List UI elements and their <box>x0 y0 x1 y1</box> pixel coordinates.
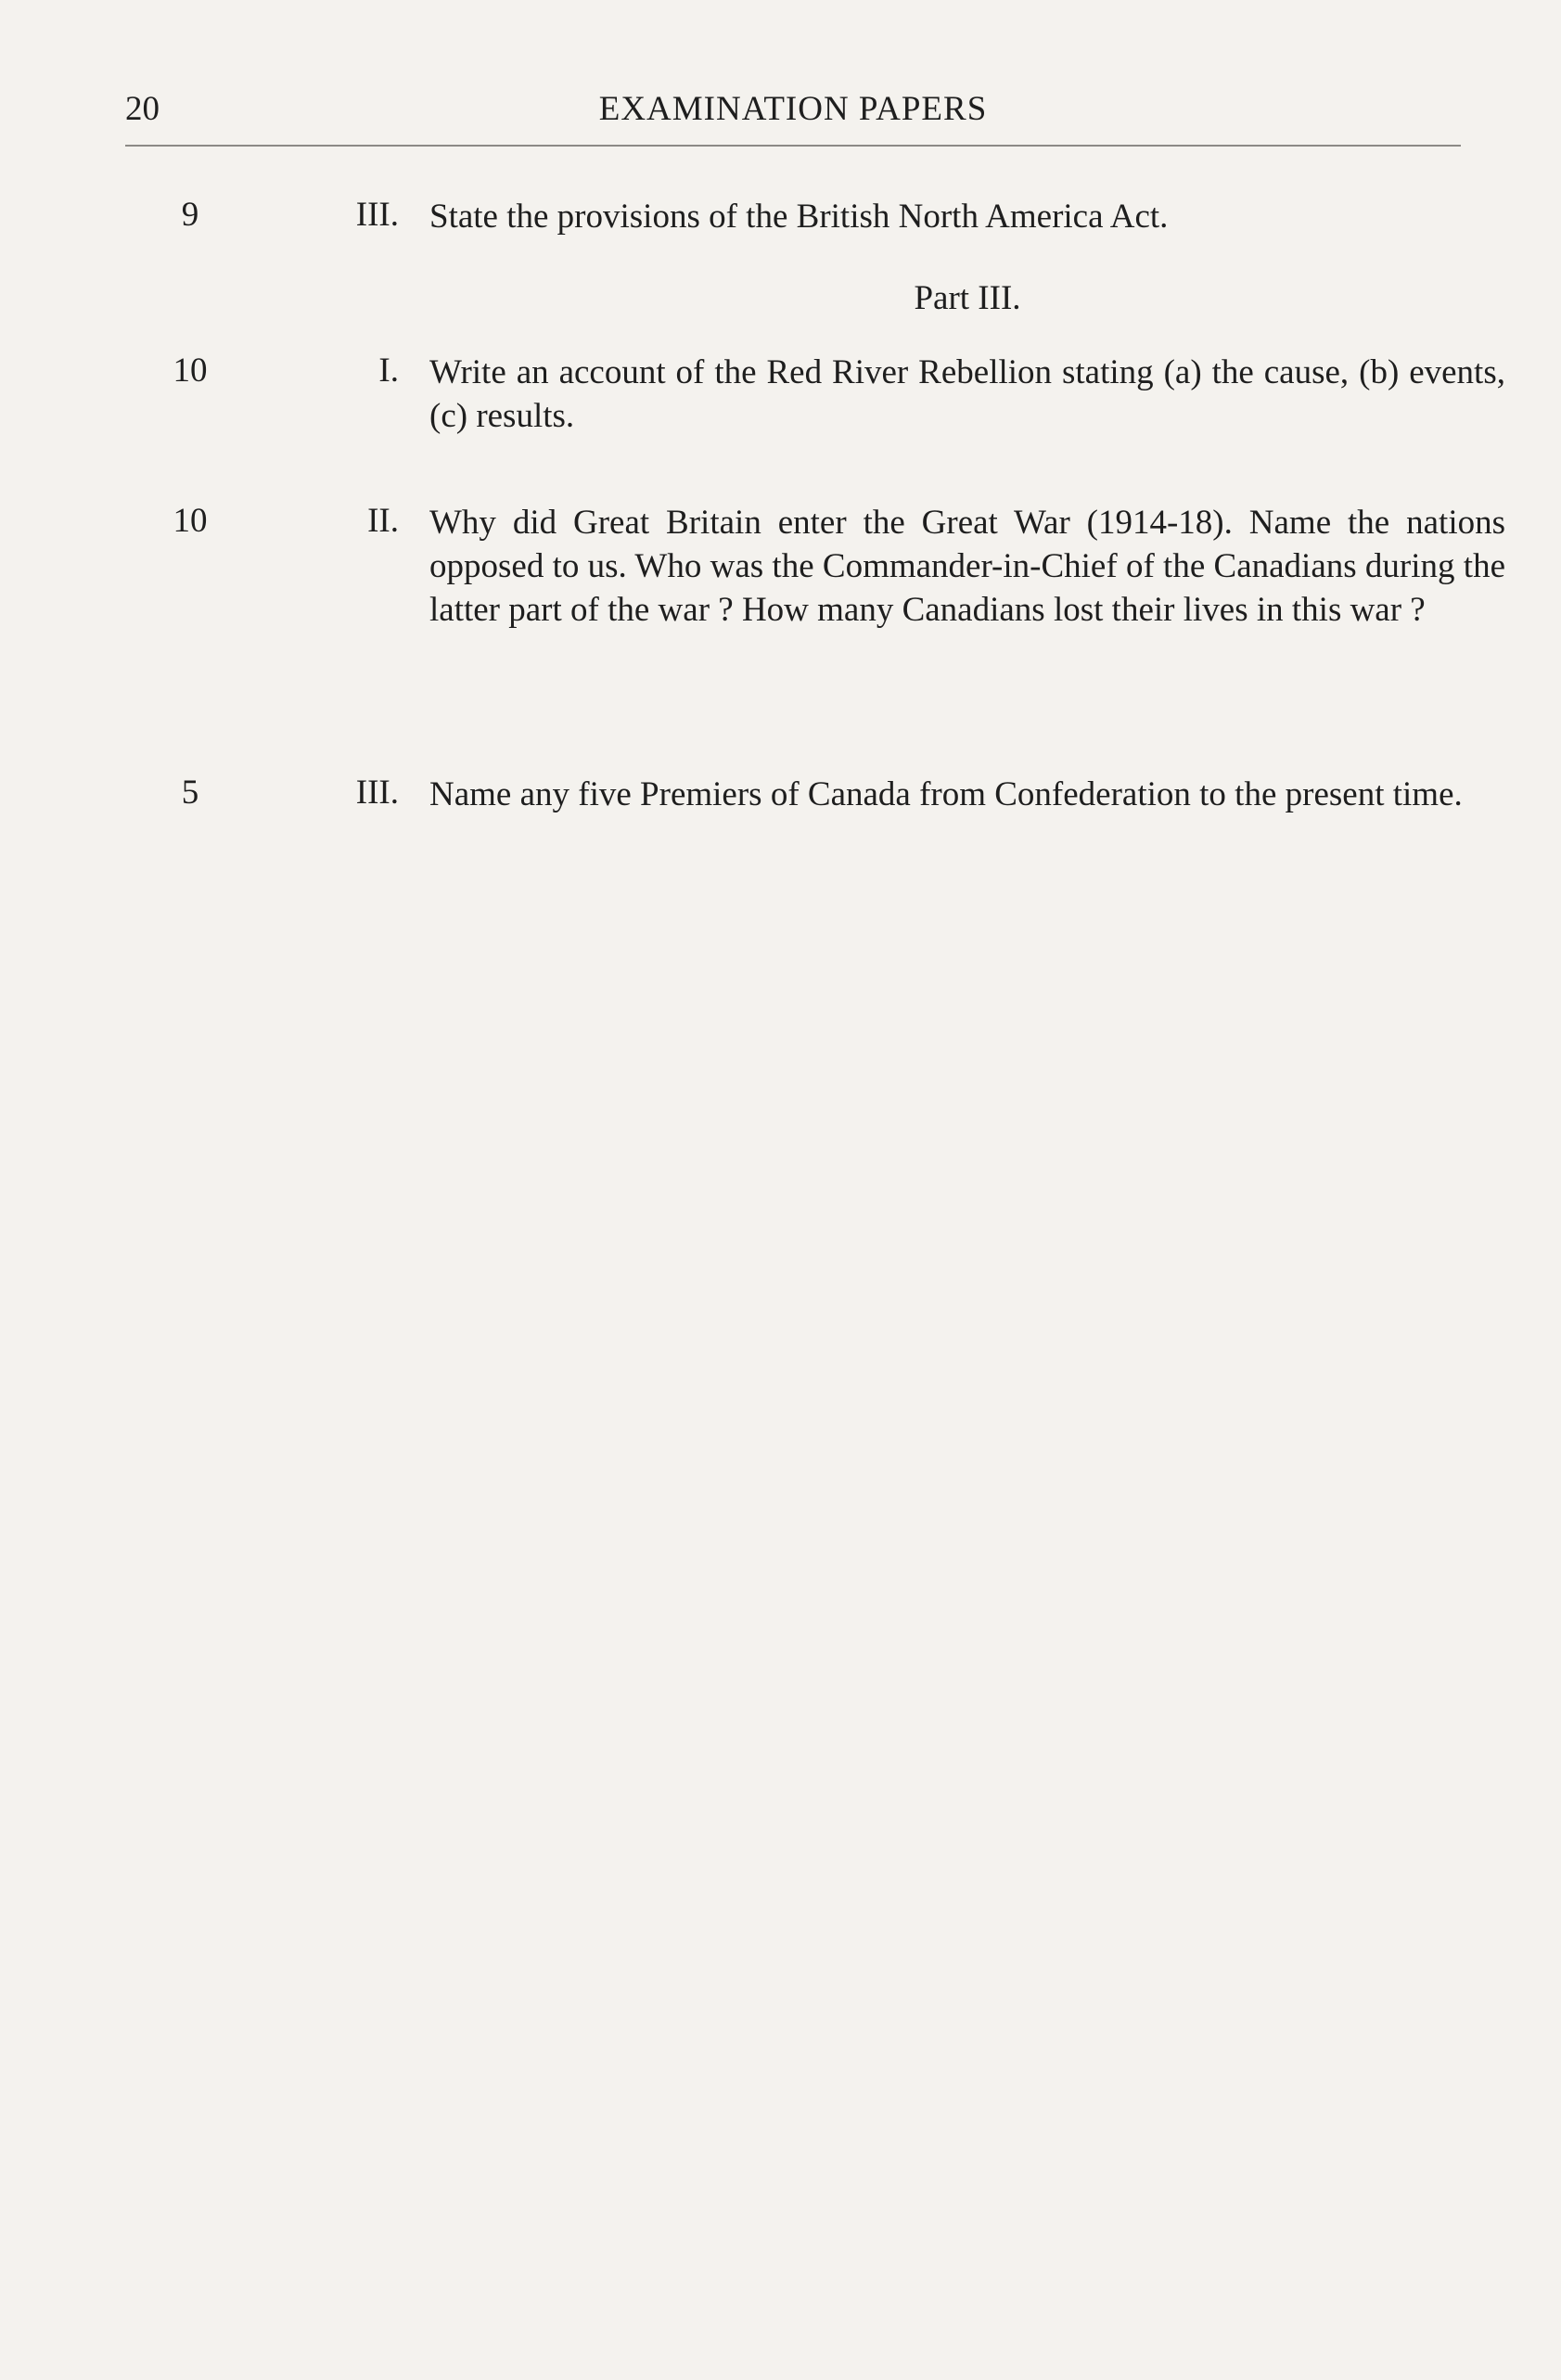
question-text: Write an account of the Red River Rebellion stating (a) the cause, (b) events, (c) results. <box>429 353 1505 435</box>
header-rule <box>125 145 1461 147</box>
question-numeral: III. <box>355 196 399 234</box>
page-header <box>125 89 1461 145</box>
running-title: EXAMINATION PAPERS <box>598 90 988 128</box>
question-text: Why did Great Britain enter the Great War (1914-18). Name the nations opposed to us. Who was the Commander-in-Chief of the Canadians during the latter part of the war ? How many Canadians lost their lives in this war ? <box>429 504 1505 629</box>
question-text: Name any five Premiers of Canada from Confederation to the present time. <box>429 775 1463 813</box>
question-text: State the provisions of the British North America Act. <box>429 198 1169 236</box>
question-marks: 5 <box>181 774 199 812</box>
page-number: 20 <box>125 90 160 128</box>
question-numeral: II. <box>367 502 399 540</box>
question-marks: 10 <box>173 502 208 540</box>
part-heading: Part III. <box>914 279 1021 317</box>
question-numeral: III. <box>355 774 399 812</box>
question-marks: 10 <box>173 352 208 390</box>
question-marks: 9 <box>181 196 199 234</box>
question-numeral: I. <box>378 352 399 390</box>
